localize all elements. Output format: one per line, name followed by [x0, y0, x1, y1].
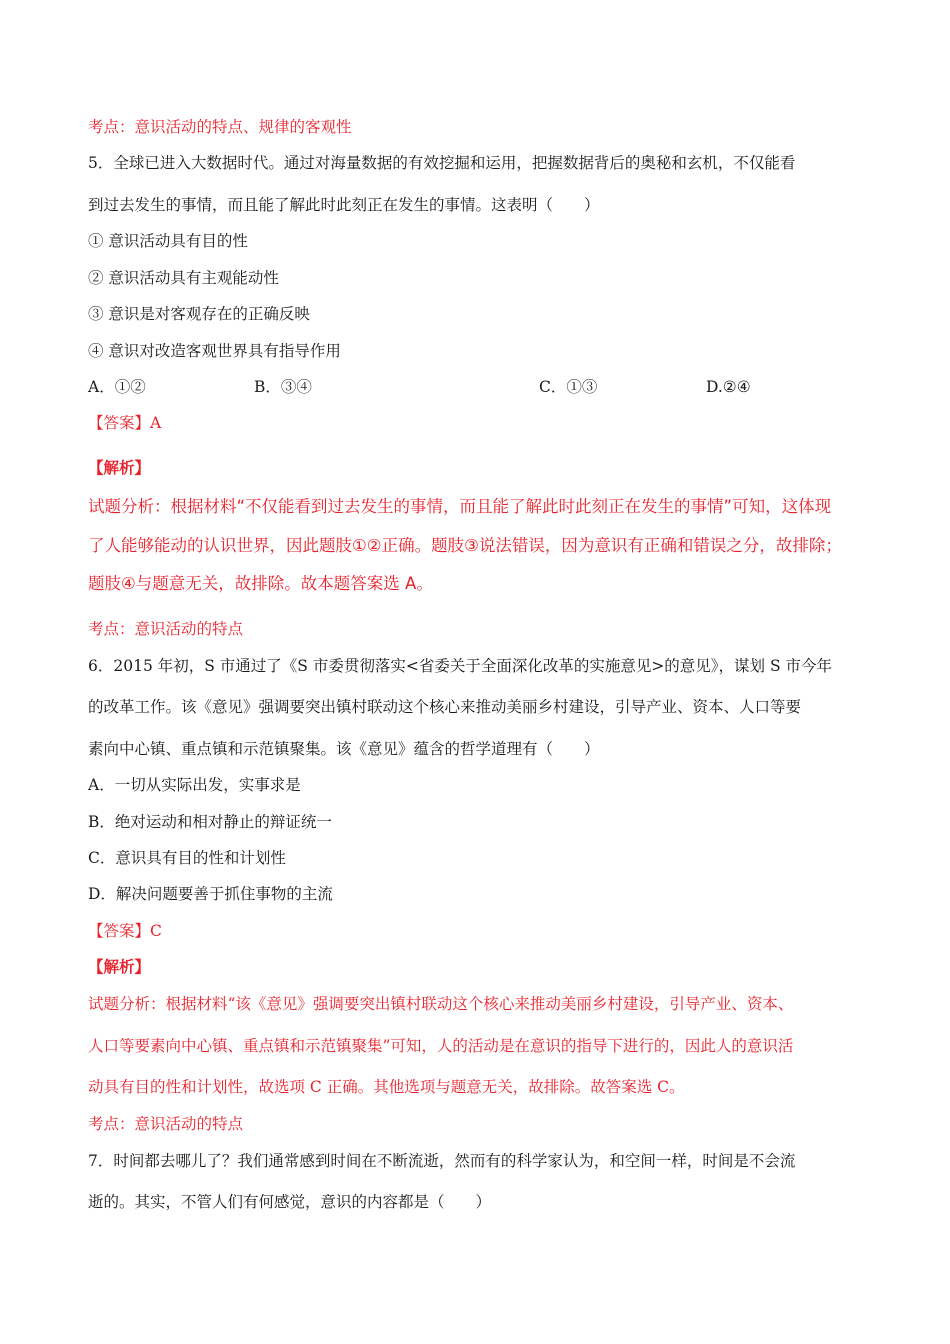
q7-stem-line1: 7．时间都去哪儿了？我们通常感到时间在不断流逝，然而有的科学家认为，和空间一样，时间是不会流 — [88, 1152, 796, 1170]
q6-analysis-line2: 人口等要素向中心镇、重点镇和示范镇聚集”可知，人的活动是在意识的指导下进行的，因此人的意识活 — [88, 1037, 794, 1055]
q6-stem-line1: 6．2015 年初，S 市通过了《S 市委贯彻落实<省委关于全面深化改革的实施意见>的意见》，谋划 S 市今年 — [88, 657, 833, 675]
q6-stem-line3: 素向中心镇、重点镇和示范镇聚集。该《意见》蕴含的哲学道理有（ ） — [88, 740, 600, 758]
q6-kaodian: 考点：意识活动的特点 — [88, 1115, 244, 1133]
q5-option-c: C．①③ — [539, 378, 598, 396]
kaodian-prev: 考点：意识活动的特点、规律的客观性 — [88, 118, 352, 136]
q5-item-4: ④ 意识对改造客观世界具有指导作用 — [88, 342, 341, 360]
q5-item-3: ③ 意识是对客观存在的正确反映 — [88, 305, 310, 323]
q5-stem-line2: 到过去发生的事情，而且能了解此时此刻正在发生的事情。这表明（ ） — [88, 196, 600, 214]
q6-option-d: D．解决问题要善于抓住事物的主流 — [88, 885, 333, 903]
q7-stem-line2: 逝的。其实，不管人们有何感觉，意识的内容都是（ ） — [88, 1193, 492, 1211]
q6-answer: 【答案】C — [88, 922, 162, 940]
q6-stem-line2: 的改革工作。该《意见》强调要突出镇村联动这个核心来推动美丽乡村建设，引导产业、资本、人口等要 — [88, 698, 802, 716]
q5-item-1: ① 意识活动具有目的性 — [88, 232, 248, 250]
q5-analysis-line3: 题肢④与题意无关，故排除。故本题答案选 A。 — [88, 574, 433, 593]
q5-kaodian: 考点：意识活动的特点 — [88, 620, 244, 638]
q5-analysis-line2: 了人能够能动的认识世界，因此题肢①②正确。题肢③说法错误，因为意识有正确和错误之分，故排除； — [88, 536, 842, 555]
q5-analysis-line1: 试题分析：根据材料“不仅能看到过去发生的事情，而且能了解此时此刻正在发生的事情”可知，这体现 — [88, 497, 832, 516]
q5-option-d: D.②④ — [706, 378, 751, 396]
q5-stem-line1: 5．全球已进入大数据时代。通过对海量数据的有效挖掘和运用，把握数据背后的奥秘和玄机，不仅能看 — [88, 154, 796, 172]
q5-analysis-label: 【解析】 — [88, 458, 151, 477]
q6-analysis-line3: 动具有目的性和计划性，故选项 C 正确。其他选项与题意无关，故排除。故答案选 C。 — [88, 1078, 685, 1096]
q6-analysis-line1: 试题分析：根据材料“该《意见》强调要突出镇村联动这个核心来推动美丽乡村建设，引导产业、资本、 — [88, 995, 794, 1013]
q6-analysis-label: 【解析】 — [88, 957, 151, 976]
q5-item-2: ② 意识活动具有主观能动性 — [88, 269, 279, 287]
q6-option-c: C．意识具有目的性和计划性 — [88, 849, 286, 867]
q5-option-b: B．③④ — [254, 378, 312, 396]
q5-answer: 【答案】A — [88, 414, 162, 432]
q6-option-a: A．一切从实际出发，实事求是 — [88, 776, 301, 794]
q6-option-b: B．绝对运动和相对静止的辩证统一 — [88, 813, 332, 831]
q5-option-a: A．①② — [88, 378, 146, 396]
